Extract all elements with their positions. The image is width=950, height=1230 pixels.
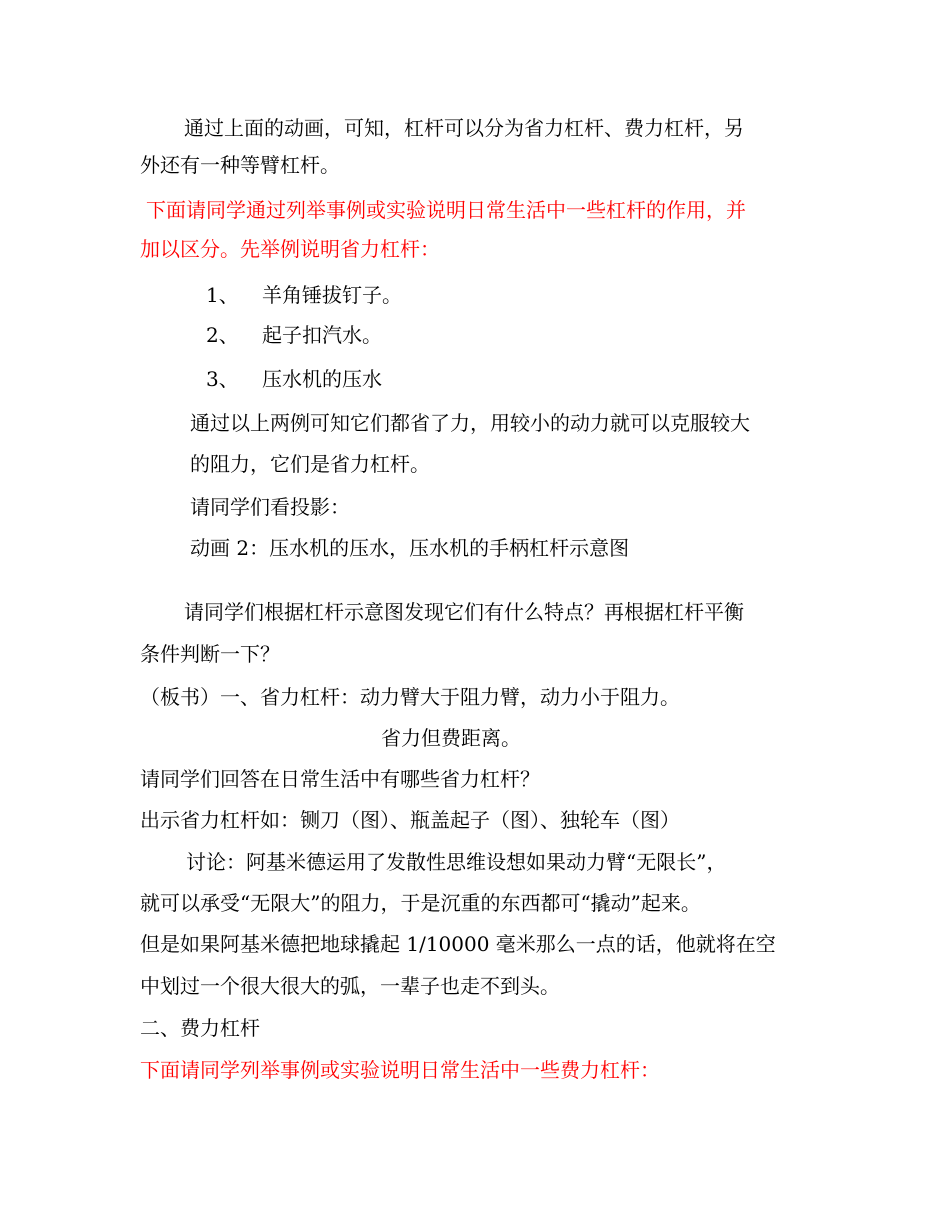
example-text: 羊角锤拔钉子。 — [262, 283, 402, 307]
discussion-line-2: 就可以承受“无限大”的阻力，于是沉重的东西都可“撬动”起来。 — [140, 891, 701, 915]
board-line-2: 省力但费距离。 — [381, 726, 521, 750]
discussion-line-1: 讨论：阿基米德运用了发散性思维设想如果动力臂“无限长”， — [186, 850, 727, 874]
example-item-3 — [206, 366, 382, 392]
answer-prompt: 请同学们回答在日常生活中有哪些省力杠杆？ — [140, 767, 540, 791]
question-line-2: 条件判断一下？ — [140, 642, 280, 666]
intro-line-2: 外还有一种等臂杠杆。 — [140, 153, 340, 177]
red-prompt-1-line-2: 加以区分。先举例说明省力杠杆： — [140, 237, 440, 261]
intro-line-1: 通过上面的动画，可知，杠杆可以分为省力杠杆、费力杠杆，另 — [184, 116, 744, 140]
discussion-line-3: 但是如果阿基米德把地球撬起 1/10000 毫米那么一点的话，他就将在空 — [140, 932, 776, 956]
example-number: 2、 — [206, 323, 239, 347]
section-2-heading: 二、费力杠杆 — [140, 1016, 260, 1040]
conclusion-line-2: 的阻力，它们是省力杠杆。 — [190, 452, 430, 476]
example-text: 压水机的压水 — [262, 367, 382, 391]
question-line-1: 请同学们根据杠杆示意图发现它们有什么特点？再根据杠杆平衡 — [184, 600, 744, 624]
example-text: 起子扣汽水。 — [262, 323, 382, 347]
projection-text: 请同学们看投影： — [190, 495, 350, 519]
example-number: 1、 — [206, 283, 239, 307]
example-item-2 — [206, 322, 382, 348]
red-prompt-2: 下面请同学列举事例或实验说明日常生活中一些费力杠杆： — [140, 1058, 660, 1082]
example-item-1 — [206, 282, 402, 308]
red-prompt-1-line-1: 下面请同学通过列举事例或实验说明日常生活中一些杠杆的作用，并 — [146, 198, 746, 222]
discussion-line-4: 中划过一个很大很大的弧，一辈子也走不到头。 — [140, 974, 560, 998]
show-examples: 出示省力杠杆如：铡刀（图）、瓶盖起子（图）、独轮车（图） — [140, 808, 680, 832]
board-line-1: （板书）一、省力杠杆：动力臂大于阻力臂，动力小于阻力。 — [140, 685, 680, 709]
example-number: 3、 — [206, 367, 239, 391]
animation-2-caption: 动画 2：压水机的压水，压水机的手柄杠杆示意图 — [190, 536, 630, 560]
conclusion-line-1: 通过以上两例可知它们都省了力，用较小的动力就可以克服较大 — [190, 411, 750, 435]
